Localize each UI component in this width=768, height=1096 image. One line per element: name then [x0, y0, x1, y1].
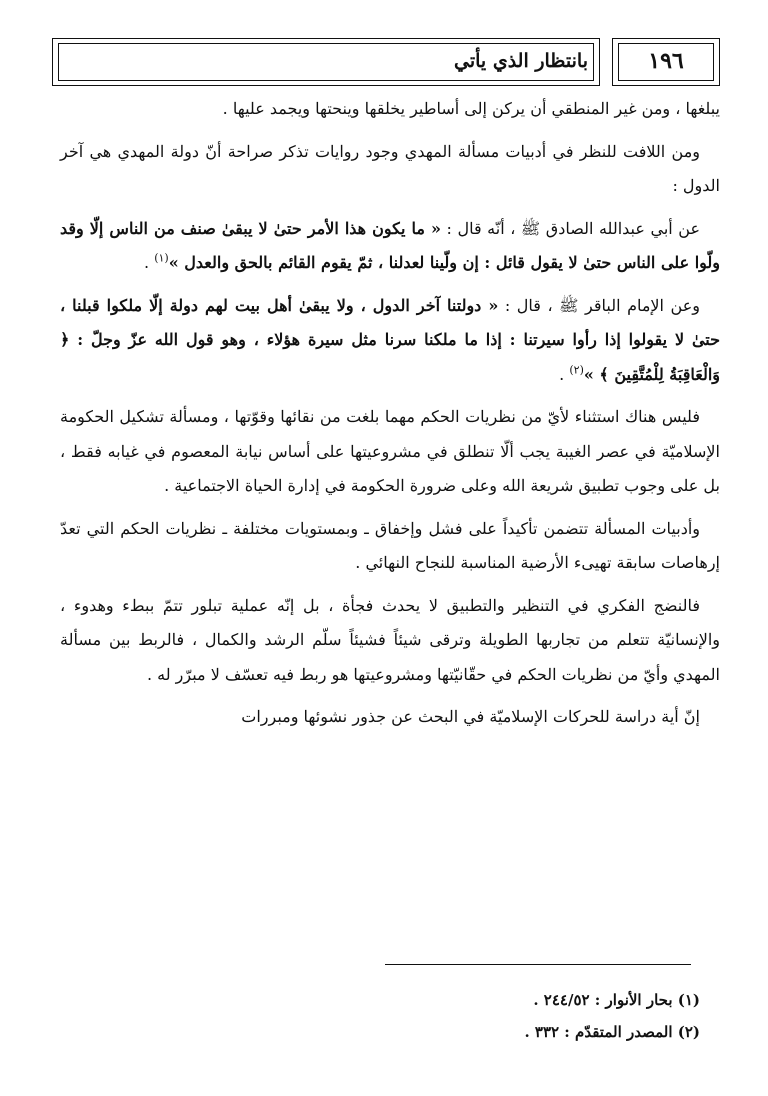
footnote-reference: (١)	[154, 251, 169, 265]
paragraph-text: إنّ أية دراسة للحركات الإسلاميّة في البحث عن جذور نشوئها ومبررات	[241, 707, 700, 726]
page-number: ١٩٦	[648, 48, 684, 74]
footnote-2: (٢) المصدر المتقدّم : ٣٣٢ .	[524, 1023, 700, 1041]
paragraph	[60, 700, 720, 735]
paragraph	[60, 589, 720, 693]
paragraph-text: ومن اللافت للنظر في أدبيات مسألة المهدي وجود روايات تذكر صراحة أنّ دولة المهدي هي آخر الدول :	[60, 141, 720, 195]
paragraph-text: وعن الإمام الباقر ﷺ ، قال :	[498, 295, 700, 315]
footnote-reference: (٢)	[569, 363, 584, 377]
paragraph-text: وأدبيات المسألة تتضمن تأكيداً على فشل وإخفاق ـ وبمستويات مختلفة ـ نظريات الحكم التي تعدّ إرهاصات سابقة تهيىء الأرضية المناسبة للنجاح النهائي .	[60, 518, 720, 572]
page-header	[52, 38, 720, 86]
paragraph	[60, 400, 720, 504]
paragraph-text: .	[144, 253, 155, 272]
paragraph	[60, 289, 720, 393]
running-title: بانتظار الذي يأتي	[454, 50, 588, 72]
paragraph-text: يبلغها ، ومن غير المنطقي أن يركن إلى أساطير يخلقها وينحتها ويجمد عليها .	[222, 99, 720, 118]
quoted-hadith-text: « دولتنا آخر الدول ، ولا يبقىٰ أهل بيت لهم دولة إلّا ملكوا قبلنا ، حتىٰ لا يقولوا إذا رأوا سيرتنا : إذا ما ملكنا سرنا مثل سيرة هؤلاء ، وهو قول الله عزّ وجلّ : ﴿ وَالْعَاقِبَةُ لِلْمُتَّقِينَ ﴾ »	[60, 295, 720, 384]
quoted-hadith-text: « ما يكون هذا الأمر حتىٰ لا يبقىٰ صنف من الناس إلّا وقد ولّوا على الناس حتىٰ لا يقول قائل : إن ولّينا لعدلنا ، ثمّ يقوم القائم بالحق والعدل »	[60, 218, 720, 272]
paragraph-text: عن أبي عبدالله الصادق ﷺ ، أنّه قال :	[440, 218, 700, 238]
paragraph	[60, 135, 720, 204]
paragraph-text: .	[559, 364, 570, 384]
footnotes	[60, 984, 700, 1048]
paragraph-text: فالنضج الفكري في التنظير والتطبيق لا يحدث فجأة ، بل إنّه عملية تبلور تتمّ ببطء وهدوء ، والإنسانيّة تتعلم من تجاربها الطويلة وترقى شيئاً فشيئاً سلّم الرشد والكمال ، فالربط بين مسألة المهدي وأيّ من نظريات الحكم في حقّانيّتها ومشروعيتها هو ربط فيه تعسّف لا مبرّر له .	[60, 595, 720, 684]
paragraph	[60, 92, 720, 127]
paragraph	[60, 212, 720, 281]
paragraph-text: فليس هناك استثناء لأيّ من نظريات الحكم مهما بلغت من نقائها وقوّتها ، ومسألة تشكيل الحكومة الإسلاميّة في عصر الغيبة يجب ألّا تنطلق في مشروعيتها على أساس نيابة المعصوم في غيابه فقط ، بل على وجوب تطبيق شريعة الله وعلى ضرورة الحكومة في إدارة الحياة الاجتماعية .	[60, 407, 720, 495]
body-text	[60, 92, 720, 743]
footnote-1: (١) بحار الأنوار : ٢٤٤/٥٢ .	[533, 991, 700, 1009]
footnote-divider	[385, 964, 691, 965]
paragraph	[60, 512, 720, 581]
